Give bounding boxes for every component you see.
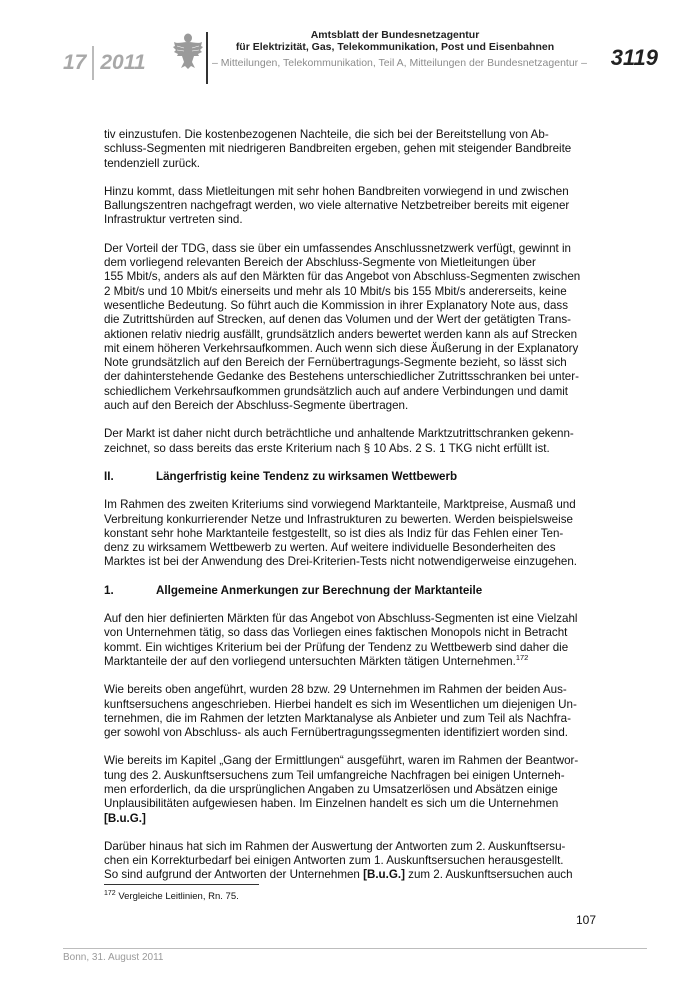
paragraph-text: Auf den hier definierten Märkten für das Angebot von Abschluss-Segmenten ist eine Vielzahl von Unternehmen tätig, so dass das Vorliegen eines faktischen Monopols nicht in Betracht kommt. Ein wichtiges Kriterium bei der Prüfung der Tendenz zu Wettbewerb sind daher die Marktanteile der auf den vorliegend untersuchten Märkten tätigen Unternehmen.: [104, 612, 578, 668]
redaction-marker: [B.u.G.]: [363, 868, 405, 882]
page-number: 107: [575, 913, 596, 927]
issue-year: 2011: [100, 51, 146, 74]
issue-number: [63, 48, 159, 78]
paragraph: [104, 840, 596, 883]
paragraph: Hinzu kommt, dass Mietleitungen mit sehr hohen Bandbreiten vorwiegend in und zwischen Ballungszentren nachgefragt werden, wo viele alternative Netzbetreiber bereits mit eigener Infrastruktur vertreten sind.: [104, 184, 570, 227]
footer-divider: [63, 948, 647, 949]
paragraph: Wie bereits oben angeführt, wurden 28 bzw. 29 Unternehmen im Rahmen der beiden Aus- kunftsersuchens angeschrieben. Hierbei handelt es sich im Wesentlichen um diejenigen Un- ternehmen, die im Rahmen der letzten Marktanalyse als Anbieter und zum Teil als Nachfra- ger sowohl von Abschluss- als auch Fernübertragungssegmenten identifiziert worden sind.: [104, 683, 577, 740]
paragraph: Im Rahmen des zweiten Kriteriums sind vorwiegend Marktanteile, Marktpreise, Ausmaß und Verbreitung konkurrierender Netze und Infrastrukturen zu bewerten. Werden beispielsweise konstant sehr hohe Marktanteile festgestellt, so ist dies als Indiz für das Fehlen einer Ten- denz zu wirksamem Wettbewerb zu werten. Auf weitere individuelle Besonderheiten des Marktes ist bei der Anwendung des Drei-Kriterien-Tests nicht notwendigerweise einzugehen.: [104, 498, 578, 569]
footnote-divider: [104, 884, 259, 885]
journal-subtitle: – Mitteilungen, Telekommunikation, Teil A, Mitteilungen der Bundesnetzagentur –: [212, 57, 587, 69]
section-title: Längerfristig keine Tendenz zu wirksamen Wettbewerb: [156, 469, 458, 483]
redaction-marker: [B.u.G.]: [104, 811, 146, 825]
journal-page-number: 3119: [610, 45, 658, 70]
subsection-title: Allgemeine Anmerkungen zur Berechnung der Marktanteile: [156, 583, 483, 597]
subsection-number: 1.: [104, 583, 114, 597]
issue-separator: [92, 46, 94, 80]
footnote-number: 172: [104, 890, 116, 897]
footer-date: Bonn, 31. August 2011: [63, 952, 164, 963]
footnote-reference[interactable]: 172: [515, 653, 529, 663]
header-divider: [206, 32, 208, 84]
paragraph: Der Markt ist daher nicht durch beträchtliche und anhaltende Marktzutrittschranken gekenn- zeichnet, so dass bereits das erste Kriterium nach § 10 Abs. 2 S. 1 TKG nicht erfüllt ist.: [104, 427, 574, 455]
federal-eagle-icon: [172, 30, 204, 70]
paragraph-text: Wie bereits im Kapitel „Gang der Ermittlungen“ ausgeführt, waren im Rahmen der Beantwor- tung des 2. Auskunftsersuchens zum Teil umfangreiche Nachfragen bei einigen Unterneh- men erforderlich, da die ursprünglichen Angaben zu Umsatzerlösen und Absätzen einige Unplausibilitäten aufgewiesen haben. Im Einzelnen handelt es sich um die Unternehmen: [104, 754, 579, 811]
issue: 17: [63, 51, 87, 74]
section-heading: [104, 470, 596, 484]
footnote-text: Vergleiche Leitlinien, Rn. 75.: [115, 891, 239, 903]
paragraph: [104, 754, 596, 825]
footnote: [104, 890, 404, 902]
document-body: [104, 128, 596, 897]
paragraph: Der Vorteil der TDG, dass sie über ein umfassendes Anschlussnetzwerk verfügt, gewinnt in dem vorliegend relevanten Bereich der Abschluss-Segmente von Mietleitungen über 155 Mbit/s, anders als auf den Märkten für das Angebot von Abschluss-Segmenten zwischen 2 Mbit/s und 10 Mbit/s einerseits und mehr als 10 Mbit/s bis 155 Mbit/s andererseits, keine wesentliche Bedeutung. So führt auch die Kommission in ihrer Explanatory Note aus, dass die Zutrittshürden auf Strecken, auf denen das Volumen und der Wert der getätigten Trans- aktionen relativ niedrig ausfällt, grundsätzlich anders bewertet werden kann als auf Strecken mit einem höheren Verkehrsaufkommen. Auch wenn sich diese Äußerung in der Explanatory Note grundsätzlich auf den Bereich der Fernübertragungs-Segmente bezieht, so lässt sich der dahinterstehende Gedanke des Bestehens unterschiedlicher Zutrittsschranken bei unter- schiedlichem Verkehrsaufkommen grundsätzlich auch auf andere Verbindungen und damit auch auf den Bereich der Abschluss-Segmente übertragen.: [104, 241, 581, 413]
journal-title-line2: für Elektrizität, Gas, Telekommunikation, Post und Eisenbahnen: [235, 41, 555, 53]
subsection-heading: [104, 584, 596, 598]
paragraph: tiv einzustufen. Die kostenbezogenen Nachteile, die sich bei der Bereitstellung von Ab- schluss-Segmenten mit niedrigeren Bandbreiten ergeben, gehen mit steigender Bandbreite tendenziell zurück.: [104, 128, 572, 170]
paragraph-text: zum 2. Auskunftsersuchen auch: [404, 868, 573, 882]
section-number: II.: [104, 469, 114, 483]
paragraph: [104, 612, 596, 669]
paragraph-text: Darüber hinaus hat sich im Rahmen der Auswertung der Antworten zum 2. Auskunftsersu- chen ein Korrekturbedarf bei einigen Antworten zum 1. Auskunftsersuchen herausgestellt. So sind aufgrund der Antworten der Unternehmen: [104, 839, 566, 882]
journal-title: [230, 29, 560, 53]
journal-title-line1: Amtsblatt der Bundesnetzagentur: [310, 29, 480, 41]
